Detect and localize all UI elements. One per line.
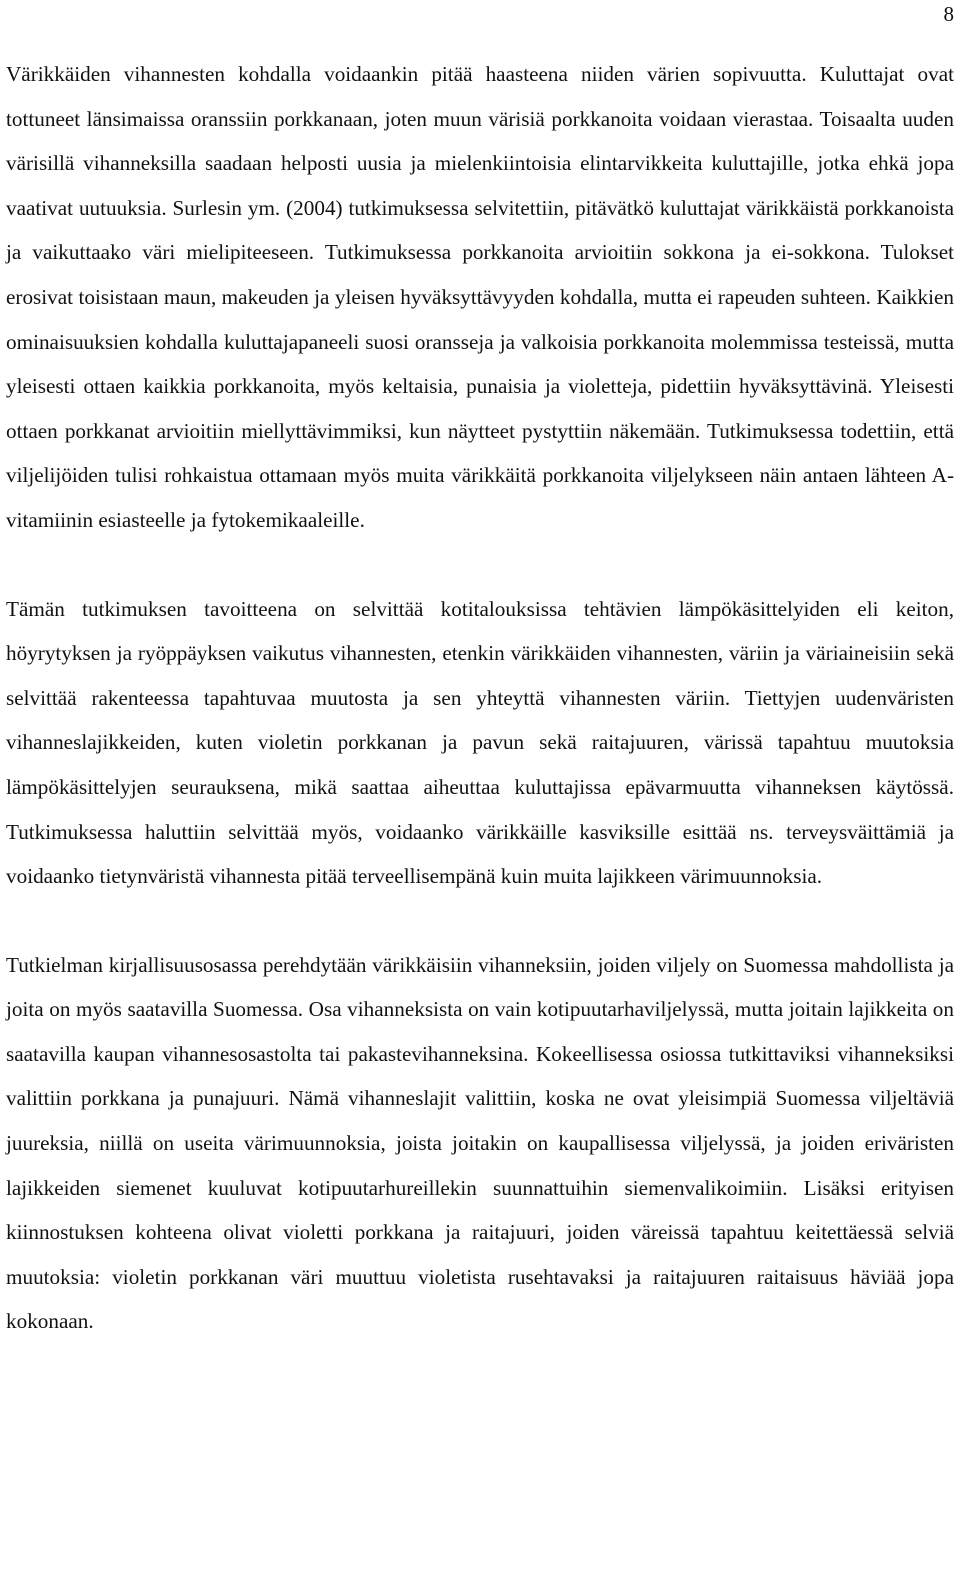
- document-body: [6, 52, 954, 1344]
- paragraph-2: Tämän tutkimuksen tavoitteena on selvittää kotitalouksissa tehtävien lämpökäsittelyiden eli keiton, höyrytyksen ja ryöppäyksen vaikutus vihannesten, etenkin värikkäiden vihannesten, väriin ja väriaineisiin sekä selvittää rakenteessa tapahtuvaa muutosta ja sen yhteyttä vihannesten väriin. Tiettyjen uudenväristen vihanneslajikkeiden, kuten violetin porkkanan ja pavun sekä raitajuuren, värissä tapahtuu muutoksia lämpökäsittelyjen seurauksena, mikä saattaa aiheuttaa kuluttajissa epävarmuutta vihanneksen käytössä. Tutkimuksessa haluttiin selvittää myös, voidaanko värikkäille kasviksille esittää ns. terveysväittämiä ja voidaanko tietynväristä vihannesta pitää terveellisempänä kuin muita lajikkeen värimuunnoksia.: [6, 596, 954, 889]
- page-number: 8: [943, 2, 954, 26]
- paragraph-1: Värikkäiden vihannesten kohdalla voidaankin pitää haasteena niiden värien sopivuutta. Kuluttajat ovat tottuneet länsimaissa oranssiin porkkanaan, joten muun värisiä porkkanoita voidaan vierastaa. Toisaalta uuden värisillä vihanneksilla saadaan helposti uusia ja mielenkiintoisia elintarvikkeita kuluttajille, jotka ehkä jopa vaativat uutuuksia. Surlesin ym. (2004) tutkimuksessa selvitettiin, pitävätkö kuluttajat värikkäistä porkkanoista ja vaikuttaako väri mielipiteeseen. Tutkimuksessa porkkanoita arvioitiin sokkona ja ei-sokkona. Tulokset erosivat toisistaan maun, makeuden ja yleisen hyväksyttävyyden kohdalla, mutta ei rapeuden suhteen. Kaikkien ominaisuuksien kohdalla kuluttajapaneeli suosi oransseja ja valkoisia porkkanoita molemmissa testeissä, mutta yleisesti ottaen kaikkia porkkanoita, myös keltaisia, punaisia ja violetteja, pidettiin hyväksyttävinä. Yleisesti ottaen porkkanat arvioitiin miellyttävimmiksi, kun näytteet pystyttiin näkemään. Tutkimuksessa todettiin, että viljelijöiden tulisi rohkaistua ottamaan myös muita värikkäitä porkkanoita viljelykseen näin antaen lähteen A-vitamiinin esiasteelle ja fytokemikaaleille.: [6, 62, 954, 532]
- paragraph-3: Tutkielman kirjallisuusosassa perehdytään värikkäisiin vihanneksiin, joiden viljely on Suomessa mahdollista ja joita on myös saatavilla Suomessa. Osa vihanneksista on vain kotipuutarhaviljelyssä, mutta joitain lajikkeita on saatavilla kaupan vihannesosastolta tai pakastevihanneksina. Kokeellisessa osiossa tutkittaviksi vihanneksiksi valittiin porkkana ja punajuuri. Nämä vihanneslajit valittiin, koska ne ovat yleisimpiä Suomessa viljeltäviä juureksia, niillä on useita värimuunnoksia, joista joitakin on kaupallisessa viljelyssä, ja joiden eriväristen lajikkeiden siemenet kuuluvat kotipuutarhureillekin suunnattuihin siemenvalikoimiin. Lisäksi erityisen kiinnostuksen kohteena olivat violetti porkkana ja raitajuuri, joiden väreissä tapahtuu keitettäessä selviä muutoksia: violetin porkkanan väri muuttuu violetista rusehtavaksi ja raitajuuren raitaisuus häviää jopa kokonaan.: [6, 952, 954, 1334]
